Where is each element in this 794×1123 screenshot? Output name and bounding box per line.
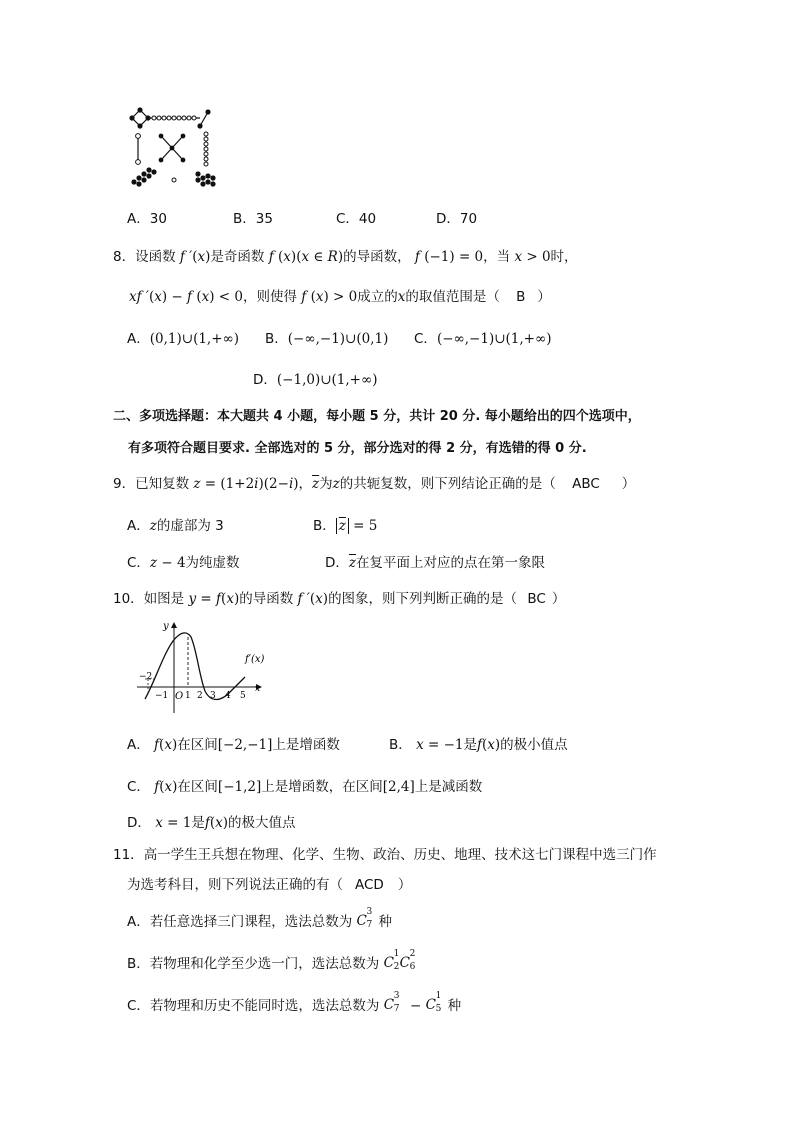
q8-text: 的取值范围是（	[405, 289, 500, 305]
option-label: B．	[265, 331, 288, 347]
option-value: (−∞,−1)∪(1,+∞)	[436, 331, 552, 347]
option-text: 种	[378, 914, 393, 930]
q11-text: 为选考科目，则下列说法正确的有（	[127, 877, 343, 893]
q8-option-b	[265, 327, 388, 347]
q9-option-a: A．z的虚部为 3	[127, 518, 224, 534]
q9-number: 9．	[113, 476, 136, 492]
option-text: 若任意选择三门课程，选法总数为	[149, 914, 353, 930]
q7-option-b: B．35	[233, 211, 273, 227]
dot-pattern-figure	[128, 106, 218, 190]
q10-option-c: C． f(x)在区间[−1,2]上是增函数，在区间[2,4]上是减函数	[127, 779, 483, 795]
q9-answer: ABC	[572, 476, 600, 492]
combination-c73: C 3 7	[356, 907, 373, 930]
q8-answer: B	[516, 289, 526, 305]
option-label: C．	[414, 331, 437, 347]
option-label: C．	[127, 779, 150, 795]
q11-answer: ACD	[355, 877, 384, 893]
option-text: 在复平面上对应的点在第一象限	[356, 555, 546, 571]
option-text: 若物理和化学至少选一门，选法总数为	[149, 956, 380, 972]
option-text: 为纯虚数	[185, 555, 240, 571]
option-text: 上是减函数	[414, 779, 483, 795]
option-text: 是	[191, 815, 205, 831]
tick-label: −2	[139, 672, 153, 682]
q9-option-c: C．z − 4为纯虚数	[127, 555, 240, 571]
option-text: 在区间	[177, 779, 218, 795]
derivative-graph	[133, 617, 268, 717]
combination-c21: C 1 2	[383, 949, 400, 972]
q10-number: 10．	[113, 591, 144, 607]
q8-text: 成立的	[357, 289, 398, 305]
q8-text: 是奇函数	[210, 249, 265, 265]
option-value: (0,1)∪(1,+∞)	[149, 331, 240, 347]
tick-label: 2	[197, 691, 203, 701]
option-label: A．	[127, 331, 150, 347]
q11-stem-line1	[113, 843, 657, 863]
q9-text: 为	[319, 476, 333, 492]
q11-stem-line2	[127, 873, 411, 893]
x-axis-label: x	[255, 684, 261, 694]
q11-option-b	[127, 949, 422, 972]
q10-text: 如图是	[143, 591, 185, 607]
combination-c62: C 2 6	[399, 949, 416, 972]
q10-answer: BC	[527, 591, 546, 607]
y-axis-label: y	[163, 621, 169, 632]
curve-label: f′(x)	[245, 654, 265, 665]
option-label: C．	[127, 998, 150, 1014]
option-label: B．	[389, 737, 412, 753]
tick-label: 5	[240, 691, 246, 701]
combination-c51: C 1 5	[425, 991, 442, 1014]
q8-option-a	[127, 327, 239, 347]
q11-text: 高一学生王兵想在物理、化学、生物、政治、历史、地理、技术这七门课程中选三门作	[143, 847, 657, 863]
q10-option-a: A． f(x)在区间[−2,−1]上是增函数	[127, 737, 340, 753]
q10-text: ）	[551, 591, 566, 607]
q10-option-d: D． x = 1是f(x)的极大值点	[127, 815, 296, 831]
q8-text: 设函数	[135, 249, 176, 265]
option-text: 种	[447, 998, 462, 1014]
q8-text: 的导函数，	[343, 249, 411, 265]
q11-option-a	[127, 907, 393, 930]
option-text: 在区间	[177, 737, 218, 753]
option-label: A．	[127, 737, 150, 753]
q9-text: ，	[298, 476, 313, 492]
option-text: 的极大值点	[228, 815, 296, 831]
q9-text: 已知复数	[135, 476, 190, 492]
q8-line1: 8．设函数 f ′(x)是奇函数 f (x)(x ∈ R)的导函数， f (−1) = 0，当 x > 0时，	[113, 249, 578, 265]
option-text: 上是增函数，在区间	[261, 779, 383, 795]
combination-c73: C 3 7	[383, 991, 400, 1014]
q11-option-c: C．若物理和历史不能同时选，选法总数为 C 3 7 − C 1 5 种	[127, 991, 462, 1014]
option-text: 的极小值点	[500, 737, 568, 753]
q7-option-d: D．70	[436, 211, 478, 227]
option-text: 的虚部为 3	[156, 518, 224, 534]
q7-option-c: C．40	[336, 211, 377, 227]
option-label: A．	[127, 914, 150, 930]
section-heading: 二、多项选择题：本大题共 4 小题，每小题 5 分，共计 20 分. 每小题给出的四个选项中，	[113, 409, 641, 424]
q8-text: ，则使得	[242, 289, 297, 305]
section-heading-cont: 有多项符合题目要求. 全部选对的 5 分，部分选对的得 2 分，有选错的得 0 分.	[128, 441, 587, 456]
tick-label: 1	[185, 691, 191, 701]
q11-number: 11．	[113, 847, 144, 863]
q10-option-b: B． x = −1是f(x)的极小值点	[389, 737, 568, 753]
q9-text: 的共轭复数，则下列结论正确的是（	[339, 476, 556, 492]
q10-stem: 10．如图是 y = f(x)的导函数 f ′(x)的图象，则下列判断正确的是（ BC ）	[113, 591, 566, 607]
tick-label: −1	[155, 691, 169, 701]
q9-option-d: D．$\overline{z}$在复平面上对应的点在第一象限	[325, 555, 546, 571]
derivative-curve	[145, 633, 245, 700]
option-label: D．	[253, 372, 277, 388]
q8-option-c	[414, 327, 552, 347]
q11-text: ）	[397, 877, 412, 893]
option-label: D．	[127, 815, 151, 831]
option-value: (−1,0)∪(1,+∞)	[276, 372, 378, 388]
q9-text: ）	[621, 476, 636, 492]
option-text: 是	[463, 737, 477, 753]
q8-text: ，当	[483, 249, 511, 265]
option-label: C．	[127, 555, 150, 571]
q8-option-d	[253, 368, 378, 388]
tick-label: 4	[225, 691, 231, 701]
q8-line2: xf ′(x) − f (x) < 0，则使得 f (x) > 0成立的x的取值范围是（ B ）	[129, 289, 551, 305]
q9-option-b: B． $\overline{z} = 5$	[313, 518, 378, 534]
q9-stem: 9．已知复数 z = (1+2i)(2−i)，$\overline{z}$为z的共轭复数，则下列结论正确的是（ ABC ）	[113, 476, 636, 492]
q10-text: 的导函数	[239, 591, 294, 607]
q7-option-a: A．30	[127, 211, 167, 227]
origin-label: O	[175, 691, 184, 702]
option-text: 若物理和历史不能同时选，选法总数为	[149, 998, 380, 1014]
option-label: D．	[325, 555, 349, 571]
q8-number: 8．	[113, 249, 136, 265]
q8-text: 时，	[550, 249, 578, 265]
option-value: (−∞,−1)∪(0,1)	[287, 331, 389, 347]
q8-text: ）	[537, 289, 551, 305]
option-text: 上是增函数	[272, 737, 340, 753]
option-label: B．	[127, 956, 150, 972]
math: f ′	[179, 249, 193, 265]
q10-text: 的图象，则下列判断正确的是（	[328, 591, 518, 607]
option-label: A．	[127, 518, 150, 534]
option-label: B．	[313, 518, 336, 534]
tick-label: 3	[210, 691, 216, 701]
